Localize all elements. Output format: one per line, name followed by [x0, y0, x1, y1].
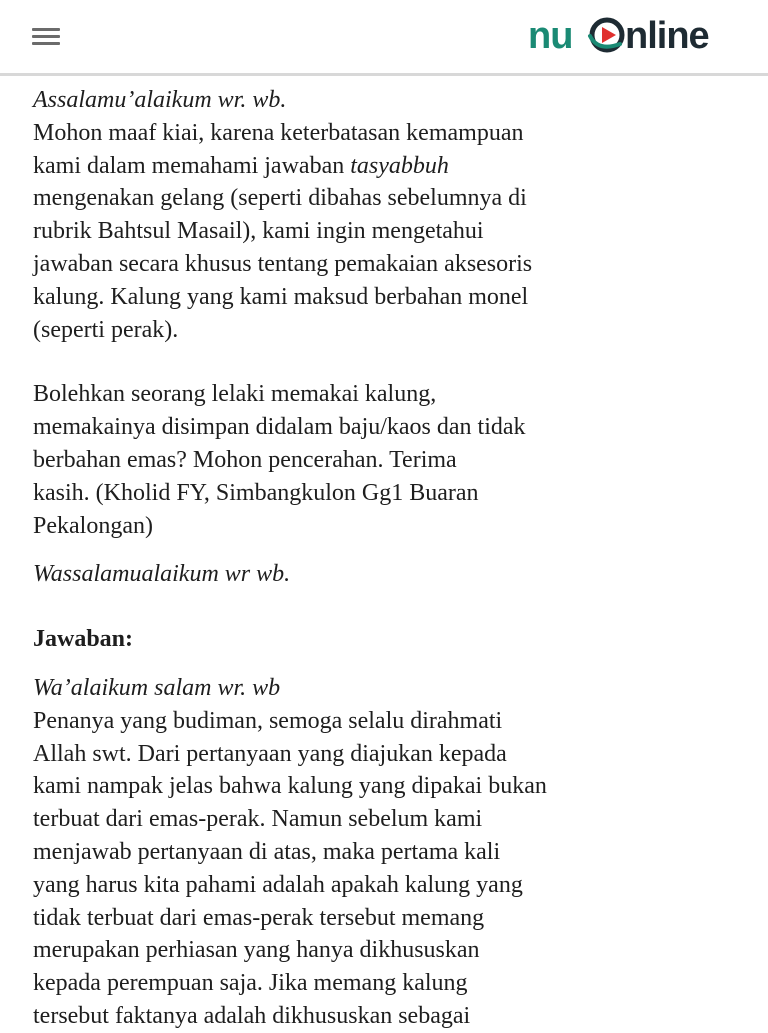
question-term-tasyabbuh: tasyabbuh [350, 152, 449, 179]
paragraph-spacer [33, 346, 743, 378]
question-text-part-b: mengenakan gelang (seperti dibahas sebelumnya di rubrik Bahtsul Masail), kami ingin mengetahui jawaban secara khusus tentang pemakaian aksesoris kalung. Kalung yang kami maksud berbahan monel (seperti perak). [33, 185, 533, 343]
question-paragraph-2: Bolehkan seorang lelaki memakai kalung, memakainya disimpan didalam baju/kaos dan tidak berbahan emas? Mohon pencerahan. Terima kasih. (Kholid FY, Simbangkulon Gg1 Buaran Pekalongan) [33, 381, 526, 539]
paragraph-spacer [33, 656, 743, 672]
answer-heading: Jawaban: [33, 626, 134, 653]
closing-greeting: Wassalamualaikum wr wb. [33, 561, 291, 588]
paragraph-spacer [33, 591, 743, 623]
answer-greeting: Wa’alaikum salam wr. wb [33, 674, 281, 701]
logo-suffix: nline [625, 15, 709, 57]
top-bar [0, 0, 768, 76]
article-body [33, 84, 743, 1033]
answer-paragraph-1: Penanya yang budiman, semoga selalu dirahmati Allah swt. Dari pertanyaan yang diajukan kepada kami nampak jelas bahwa kalung yang dipakai bukan terbuat dari emas-perak. Namun sebelum kami menjawab pertanyaan di atas, maka pertama kali yang harus kita pahami adalah apakah kalung yang tidak terbuat dari emas-perak tersebut memang merupakan perhiasan yang hanya dikhususkan kepada perempuan saja. Jika memang kalung tersebut faktanya adalah dikhususkan sebagai [33, 707, 547, 1029]
logo-o-play-icon [602, 27, 616, 43]
question-paragraph-1 [33, 117, 743, 347]
hamburger-menu-icon[interactable] [30, 24, 62, 50]
paragraph-spacer [33, 542, 743, 558]
logo-prefix: nu [528, 15, 573, 57]
question-text-part-a: Mohon maaf kiai, karena keterbatasan kemampuan kami dalam memahami jawaban [33, 119, 524, 179]
nu-online-logo[interactable] [528, 14, 738, 58]
opening-greeting: Assalamu’alaikum wr. wb. [33, 87, 287, 113]
